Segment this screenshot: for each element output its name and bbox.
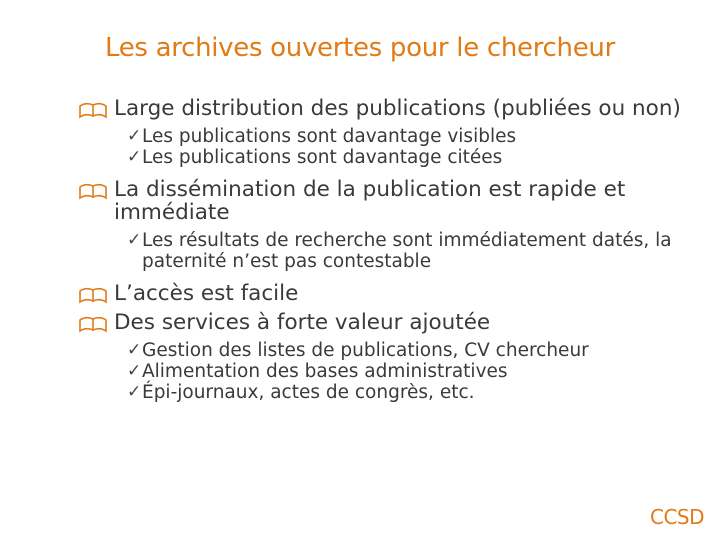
- checkmark-icon: ✓: [127, 230, 142, 250]
- checkmark-icon: ✓: [127, 147, 142, 167]
- list-item-text: Large distribution des publications (publiées ou non): [114, 96, 681, 121]
- sub-list-item: [76, 361, 696, 382]
- book-icon: [76, 97, 114, 120]
- bullet-list: [76, 97, 696, 403]
- list-item-text: L’accès est facile: [114, 281, 299, 306]
- sub-list-item: [76, 340, 696, 361]
- slide-title: Les archives ouvertes pour le chercheur: [105, 33, 615, 63]
- sub-list-item: [76, 126, 696, 147]
- list-item-text: La dissémination de la publication est rapide et immédiate: [114, 177, 626, 225]
- book-icon: [76, 311, 114, 334]
- checkmark-icon: ✓: [127, 361, 142, 381]
- list-item: [76, 178, 696, 224]
- sub-list-item-text: Les publications sont davantage citées: [142, 147, 503, 168]
- sub-list-item-text: Les résultats de recherche sont immédiatement datés, la paternité n’est pas contestable: [142, 230, 672, 272]
- sub-list-item: [76, 147, 696, 168]
- ccsd-logo: CCSD: [650, 505, 705, 529]
- sub-list-item-text: Alimentation des bases administratives: [142, 361, 508, 382]
- book-icon: [76, 282, 114, 305]
- list-item-text: Des services à forte valeur ajoutée: [114, 310, 491, 335]
- list-item: [76, 282, 696, 305]
- sub-list-item-text: Gestion des listes de publications, CV chercheur: [142, 340, 589, 361]
- sub-list-item: [76, 230, 696, 272]
- sub-list-item-text: Épi-journaux, actes de congrès, etc.: [142, 382, 475, 403]
- checkmark-icon: ✓: [127, 126, 142, 146]
- sub-list-item-text: Les publications sont davantage visibles: [142, 126, 517, 147]
- book-icon: [76, 178, 114, 201]
- list-item: [76, 97, 696, 120]
- sub-list-item: [76, 382, 696, 403]
- checkmark-icon: ✓: [127, 382, 142, 402]
- checkmark-icon: ✓: [127, 340, 142, 360]
- list-item: [76, 311, 696, 334]
